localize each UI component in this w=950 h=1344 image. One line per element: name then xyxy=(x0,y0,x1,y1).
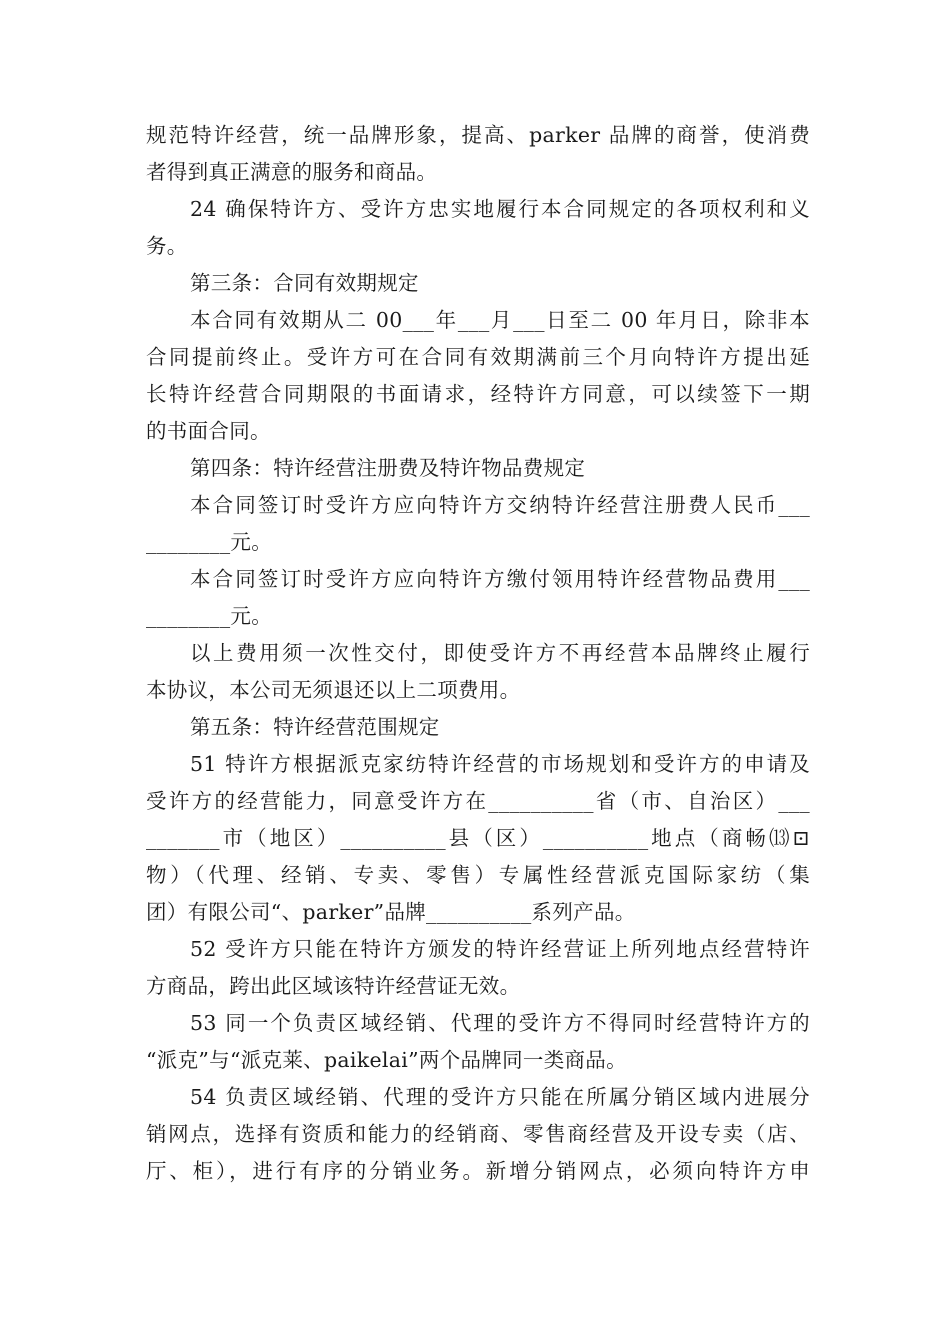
text-line: 厅、柜），进行有序的分销业务。新增分销网点，必须向特许方申 xyxy=(146,1159,810,1183)
text-line: “派克”与“派克莱、paikelai”两个品牌同一类商品。 xyxy=(146,1048,627,1072)
text-line: 第四条：特许经营注册费及特许物品费规定 xyxy=(190,456,586,480)
text-line: 合同提前终止。受许方可在合同有效期满前三个月向特许方提出延 xyxy=(146,345,810,369)
text-line: 团）有限公司“、parker”品牌__________系列产品。 xyxy=(146,900,636,924)
document-body xyxy=(146,117,810,1190)
text-line: 长特许经营合同期限的书面请求，经特许方同意，可以续签下一期 xyxy=(146,382,810,406)
text-line: 24 确保特许方、受许方忠实地履行本合同规定的各项权利和义 xyxy=(190,197,810,221)
text-line: 方商品，跨出此区域该特许经营证无效。 xyxy=(146,974,521,998)
text-line: ________元。 xyxy=(146,530,272,554)
text-line: 本协议，本公司无须退还以上二项费用。 xyxy=(146,678,521,702)
text-line: 的书面合同。 xyxy=(146,419,271,443)
text-line: 销网点，选择有资质和能力的经销商、零售商经营及开设专卖（店、 xyxy=(146,1122,810,1146)
text-line: 本合同有效期从二 00___年___月___日至二 00 年月日，除非本 xyxy=(190,308,810,332)
text-line: 53 同一个负责区域经销、代理的受许方不得同时经营特许方的 xyxy=(190,1011,810,1035)
text-line: 受许方的经营能力，同意受许方在__________省（市、自治区）___ xyxy=(146,789,810,813)
text-line: 规范特许经营，统一品牌形象，提高、parker 品牌的商誉，使消费 xyxy=(146,123,810,147)
text-line: 第三条：合同有效期规定 xyxy=(190,271,419,295)
text-line: ________元。 xyxy=(146,604,272,628)
text-line: 物）（代理、经销、专卖、零售）专属性经营派克国际家纺（集 xyxy=(146,863,810,887)
text-line: 者得到真正满意的服务和商品。 xyxy=(146,160,438,184)
text-line: 54 负责区域经销、代理的受许方只能在所属分销区域内进展分 xyxy=(190,1085,810,1109)
text-line: _______市（地区）__________县（区）__________地点（商畅⒀⊡ xyxy=(146,826,810,850)
text-line: 第五条：特许经营范围规定 xyxy=(190,715,440,739)
text-line: 本合同签订时受许方应向特许方交纳特许经营注册费人民币___ xyxy=(190,493,810,517)
text-line: 51 特许方根据派克家纺特许经营的市场规划和受许方的申请及 xyxy=(190,752,810,776)
text-line: 以上费用须一次性交付，即使受许方不再经营本品牌终止履行 xyxy=(190,641,810,665)
text-line: 本合同签订时受许方应向特许方缴付领用特许经营物品费用___ xyxy=(190,567,810,591)
text-line: 务。 xyxy=(146,234,188,258)
text-line: 52 受许方只能在特许方颁发的特许经营证上所列地点经营特许 xyxy=(190,937,810,961)
